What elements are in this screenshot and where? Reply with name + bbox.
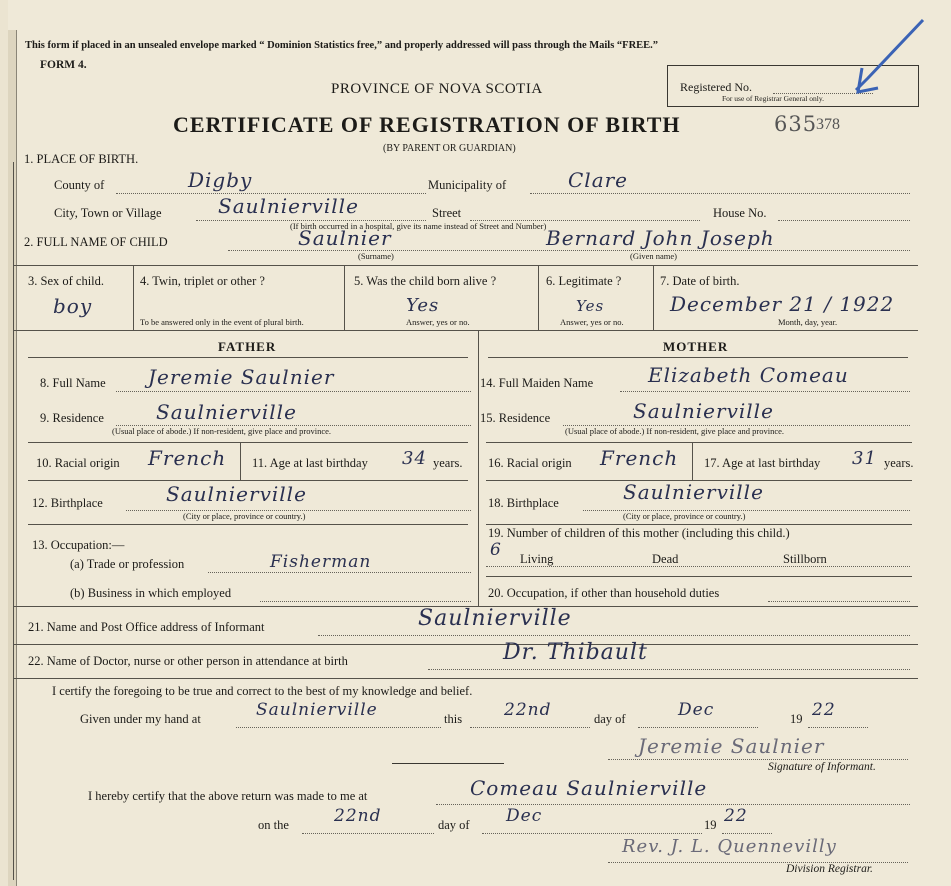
father-name-value: Jeremie Saulnier	[148, 365, 335, 389]
living-value: 6	[490, 540, 502, 560]
mother-name-label: 14. Full Maiden Name	[480, 376, 594, 390]
registrar-day-value: 22nd	[334, 806, 382, 826]
registrar-signature: Rev. J. L. Quennevilly	[622, 836, 837, 857]
registrar-month-value: Dec	[506, 806, 543, 826]
registrar-year-prefix: 19	[704, 818, 717, 832]
sex-value: boy	[53, 294, 93, 318]
registration-number-stamp: 635	[774, 112, 818, 136]
registrar-statement: I hereby certify that the above return was made to me at	[88, 789, 368, 803]
mother-residence-label: 15. Residence	[480, 411, 551, 425]
stillborn-label: Stillborn	[783, 552, 827, 566]
father-age-unit: years.	[433, 456, 463, 470]
business-label: (b) Business in which employed	[70, 586, 232, 600]
surname-note: (Surname)	[358, 251, 394, 261]
given-year-prefix: 19	[790, 712, 803, 726]
father-heading: FATHER	[218, 339, 277, 354]
certify-statement: I certify the foregoing to be true and correct to the best of my knowledge and belief.	[52, 684, 473, 698]
registered-no-note: For use of Registrar General only.	[722, 94, 824, 103]
page-subtitle: (BY PARENT OR GUARDIAN)	[383, 143, 516, 154]
born-alive-label: 5. Was the child born alive ?	[354, 274, 497, 288]
father-residence-value: Saulnierville	[156, 400, 297, 424]
house-no-label: House No.	[713, 206, 767, 220]
date-of-birth-value: December 21 / 1922	[670, 292, 895, 316]
mother-occupation-label: 20. Occupation, if other than household duties	[488, 586, 720, 600]
mother-birthplace-note: (City or place, province or country.)	[623, 511, 746, 521]
given-day-of-label: day of	[594, 712, 626, 726]
certificate-paper	[8, 0, 951, 886]
city-value: Saulnierville	[218, 194, 359, 218]
mother-residence-value: Saulnierville	[633, 399, 774, 423]
living-label: Living	[520, 552, 554, 566]
municipality-value: Clare	[568, 168, 629, 192]
date-of-birth-note: Month, day, year.	[778, 317, 838, 327]
registered-no-label: Registered No.	[680, 80, 752, 94]
sex-label: 3. Sex of child.	[28, 274, 105, 288]
given-year-value: 22	[812, 700, 836, 720]
father-racial-value: French	[148, 446, 227, 470]
registrar-place-value: Comeau Saulnierville	[470, 776, 708, 800]
mother-age-label: 17. Age at last birthday	[704, 456, 821, 470]
place-of-birth-heading: 1. PLACE OF BIRTH.	[24, 152, 139, 166]
father-age-label: 11. Age at last birthday	[252, 456, 368, 470]
given-place-value: Saulnierville	[256, 700, 378, 720]
father-name-label: 8. Full Name	[40, 376, 106, 390]
dead-label: Dead	[652, 552, 679, 566]
mother-racial-value: French	[600, 446, 679, 470]
page-title: CERTIFICATE OF REGISTRATION OF BIRTH	[173, 112, 681, 137]
legitimate-label: 6. Legitimate ?	[546, 274, 622, 288]
registrar-day-of-label: day of	[438, 818, 470, 832]
given-month-value: Dec	[678, 700, 715, 720]
county-value: Digby	[188, 168, 253, 192]
registrar-label: Division Registrar.	[786, 863, 873, 875]
mother-birthplace-value: Saulnierville	[623, 480, 764, 504]
date-of-birth-label: 7. Date of birth.	[660, 274, 740, 288]
legitimate-note: Answer, yes or no.	[560, 317, 624, 327]
mother-birthplace-label: 18. Birthplace	[488, 496, 559, 510]
on-the-label: on the	[258, 818, 289, 832]
given-name-note: (Given name)	[630, 251, 677, 261]
father-birthplace-note: (City or place, province or country.)	[183, 511, 306, 521]
registration-number-typed: 378	[816, 116, 840, 133]
doctor-label: 22. Name of Doctor, nurse or other person in attendance at birth	[28, 654, 348, 668]
father-residence-note: (Usual place of abode.) If non-resident, give place and province.	[112, 426, 332, 436]
hospital-note: (If birth occurred in a hospital, give its name instead of Street and Number)	[290, 221, 547, 231]
twin-label: 4. Twin, triplet or other ?	[140, 274, 265, 288]
trade-label: (a) Trade or profession	[70, 557, 185, 571]
mother-racial-label: 16. Racial origin	[488, 456, 572, 470]
born-alive-note: Answer, yes or no.	[406, 317, 470, 327]
occupation-label: 13. Occupation:—	[32, 538, 125, 552]
child-surname: Saulnier	[298, 226, 392, 250]
this-label: this	[444, 712, 463, 726]
check-mark-icon	[848, 18, 928, 98]
father-birthplace-label: 12. Birthplace	[32, 496, 103, 510]
street-label: Street	[432, 206, 462, 220]
postal-notice: This form if placed in an unsealed envelope marked “ Dominion Statistics free,” and properly addressed will pass through the Mails “FREE.”	[25, 40, 659, 51]
form-number: FORM 4.	[40, 59, 87, 71]
mother-residence-note: (Usual place of abode.) If non-resident, give place and province.	[565, 426, 785, 436]
informant-label: 21. Name and Post Office address of Informant	[28, 620, 265, 634]
twin-note: To be answered only in the event of plural birth.	[140, 317, 304, 327]
mother-heading: MOTHER	[663, 339, 729, 354]
mother-age-value: 31	[852, 448, 877, 469]
father-racial-label: 10. Racial origin	[36, 456, 120, 470]
registrar-year-value: 22	[724, 806, 748, 826]
trade-value: Fisherman	[270, 552, 372, 572]
informant-signature-label: Signature of Informant.	[768, 761, 876, 773]
doctor-value: Dr. Thibault	[503, 640, 648, 665]
municipality-label: Municipality of	[428, 178, 507, 192]
children-count-label: 19. Number of children of this mother (including this child.)	[488, 526, 790, 540]
given-day-value: 22nd	[504, 700, 552, 720]
city-label: City, Town or Village	[54, 206, 162, 220]
father-residence-label: 9. Residence	[40, 411, 104, 425]
born-alive-value: Yes	[406, 295, 440, 316]
legitimate-value: Yes	[576, 297, 605, 315]
mother-age-unit: years.	[884, 456, 914, 470]
father-age-value: 34	[402, 448, 427, 469]
province-heading: PROVINCE OF NOVA SCOTIA	[331, 81, 543, 97]
informant-value: Saulnierville	[418, 606, 572, 631]
informant-signature: Jeremie Saulnier	[638, 734, 825, 758]
child-name-label: 2. FULL NAME OF CHILD	[24, 235, 168, 249]
county-label: County of	[54, 178, 105, 192]
given-under-label: Given under my hand at	[80, 712, 201, 726]
mother-name-value: Elizabeth Comeau	[648, 363, 849, 387]
father-birthplace-value: Saulnierville	[166, 482, 307, 506]
child-given-name: Bernard John Joseph	[546, 226, 775, 250]
